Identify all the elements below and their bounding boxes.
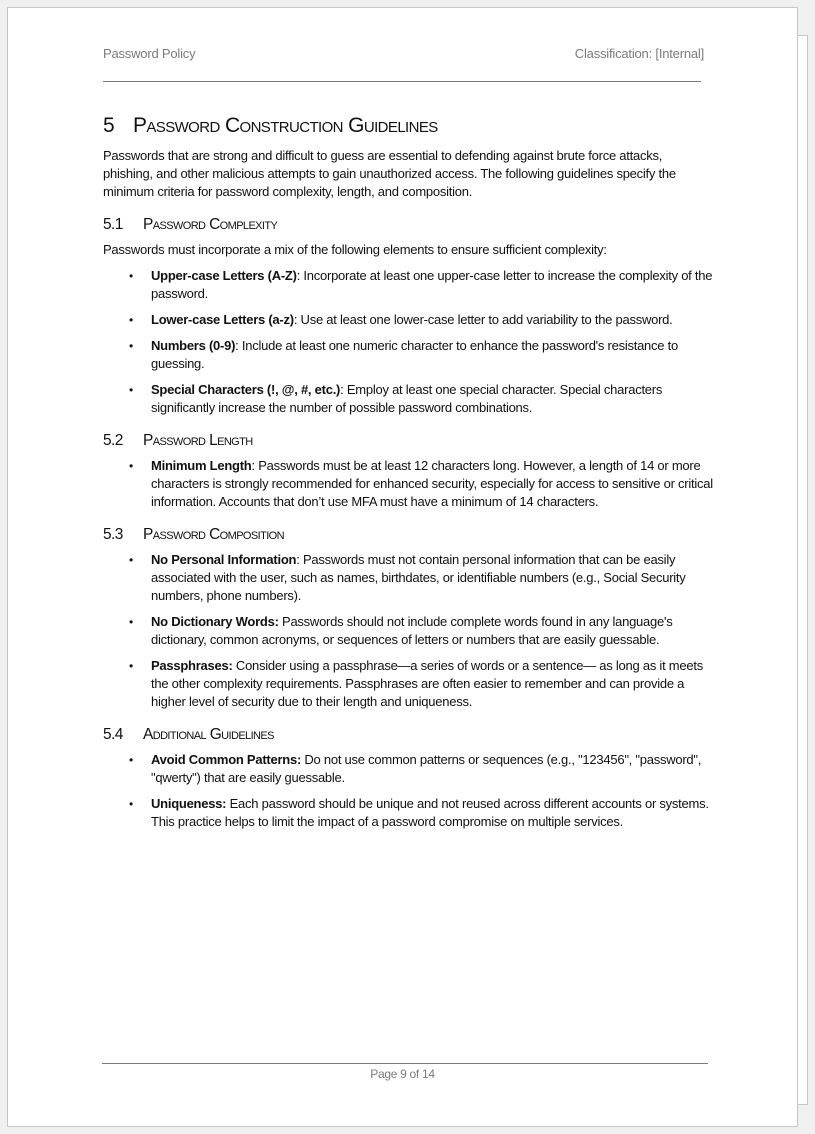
item-term: No Personal Information <box>151 552 297 567</box>
subsection-intro: Passwords must incorporate a mix of the following elements to ensure sufficient complexity: <box>103 242 607 257</box>
bullet-icon: • <box>129 753 133 767</box>
subsection-heading-complexity <box>103 215 713 235</box>
subsection-title: Additional Guidelines <box>143 726 274 743</box>
section-number: 5 <box>103 114 115 137</box>
subsection-number: 5.3 <box>103 526 123 543</box>
section-heading <box>103 111 713 141</box>
list-item <box>103 457 713 511</box>
list-item <box>103 337 713 373</box>
bullet-icon: • <box>129 339 133 353</box>
item-text: Consider using a passphrase—a series of words or a sentence— as long as it meets the other complexity requirements. Passphrases are often easier to remember and can provide a higher level of security due to their length and uniqueness. <box>151 658 703 709</box>
list-item <box>103 267 713 303</box>
item-text: : Passwords must be at least 12 characters long. However, a length of 14 or more characters is strongly recommended for enhanced security, especially for access to sensitive or critical information. Accounts that don’t use MFA must have a minimum of 14 characters. <box>151 458 713 509</box>
bullet-icon: • <box>129 313 133 327</box>
section-intro: Passwords that are strong and difficult to guess are essential to defending against brute force attacks, phishing, and other malicious attempts to gain unauthorized access. The following guidelines specify the minimum criteria for password complexity, length, and composition. <box>103 148 676 199</box>
item-term: No Dictionary Words: <box>151 614 279 629</box>
item-text: : Include at least one numeric character to enhance the password's resistance to guessing. <box>151 338 678 371</box>
item-term: Uniqueness: <box>151 796 227 811</box>
header-divider <box>103 81 701 82</box>
list-item <box>103 657 713 711</box>
item-term: Minimum Length <box>151 458 252 473</box>
complexity-list <box>103 267 713 417</box>
list-item <box>103 751 713 787</box>
subsection-title: Password Composition <box>143 526 284 543</box>
bullet-icon: • <box>129 615 133 629</box>
section-title: Password Construction Guidelines <box>133 114 438 137</box>
header-classification: Classification: [Internal] <box>574 46 704 61</box>
item-term: Avoid Common Patterns: <box>151 752 302 767</box>
list-item <box>103 551 713 605</box>
item-text: Do not use common patterns or sequences (e.g., "123456", "password", "qwerty") that are easily guessable. <box>151 752 702 785</box>
length-list <box>103 457 713 511</box>
page-number: Page 9 of 14 <box>370 1067 435 1081</box>
bullet-icon: • <box>129 797 133 811</box>
subsection-number: 5.1 <box>103 216 123 233</box>
bullet-icon: • <box>129 383 133 397</box>
item-term: Special Characters (!, @, #, etc.) <box>151 382 341 397</box>
subsection-heading-length <box>103 431 713 451</box>
subsection-title: Password Complexity <box>143 216 278 233</box>
bullet-icon: • <box>129 659 133 673</box>
item-text: : Use at least one lower-case letter to add variability to the password. <box>293 312 673 327</box>
item-term: Numbers (0-9) <box>151 338 236 353</box>
list-item <box>103 613 713 649</box>
item-term: Passphrases: <box>151 658 233 673</box>
bullet-icon: • <box>129 459 133 473</box>
item-text: : Passwords must not contain personal information that can be easily associated with the user, such as names, birthdates, or identifiable numbers (e.g., Social Security numbers, phone numbers). <box>151 552 686 603</box>
item-text: Each password should be unique and not reused across different accounts or systems. This practice helps to limit the impact of a password compromise on multiple services. <box>151 796 709 829</box>
composition-list <box>103 551 713 711</box>
item-text: Passwords should not include complete words found in any language's dictionary, common acronyms, or sequences of letters or numbers that are easily guessable. <box>151 614 673 647</box>
bullet-icon: • <box>129 269 133 283</box>
item-term: Lower-case Letters (a-z) <box>151 312 294 327</box>
subsection-title: Password Length <box>143 432 253 449</box>
subsection-heading-composition <box>103 525 713 545</box>
bullet-icon: • <box>129 553 133 567</box>
header-title: Password Policy <box>103 46 196 61</box>
additional-list <box>103 751 713 831</box>
subsection-heading-additional <box>103 725 713 745</box>
item-text: : Incorporate at least one upper-case letter to increase the complexity of the password. <box>151 268 713 301</box>
list-item <box>103 381 713 417</box>
subsection-number: 5.4 <box>103 726 123 743</box>
subsection-number: 5.2 <box>103 432 123 449</box>
footer-divider <box>102 1063 708 1064</box>
page-body <box>103 111 713 839</box>
list-item <box>103 311 713 329</box>
item-text: : Employ at least one special character. Special characters significantly increase the number of possible password combinations. <box>151 382 663 415</box>
item-term: Upper-case Letters (A-Z) <box>151 268 297 283</box>
document-page <box>7 7 798 1127</box>
list-item <box>103 795 713 831</box>
